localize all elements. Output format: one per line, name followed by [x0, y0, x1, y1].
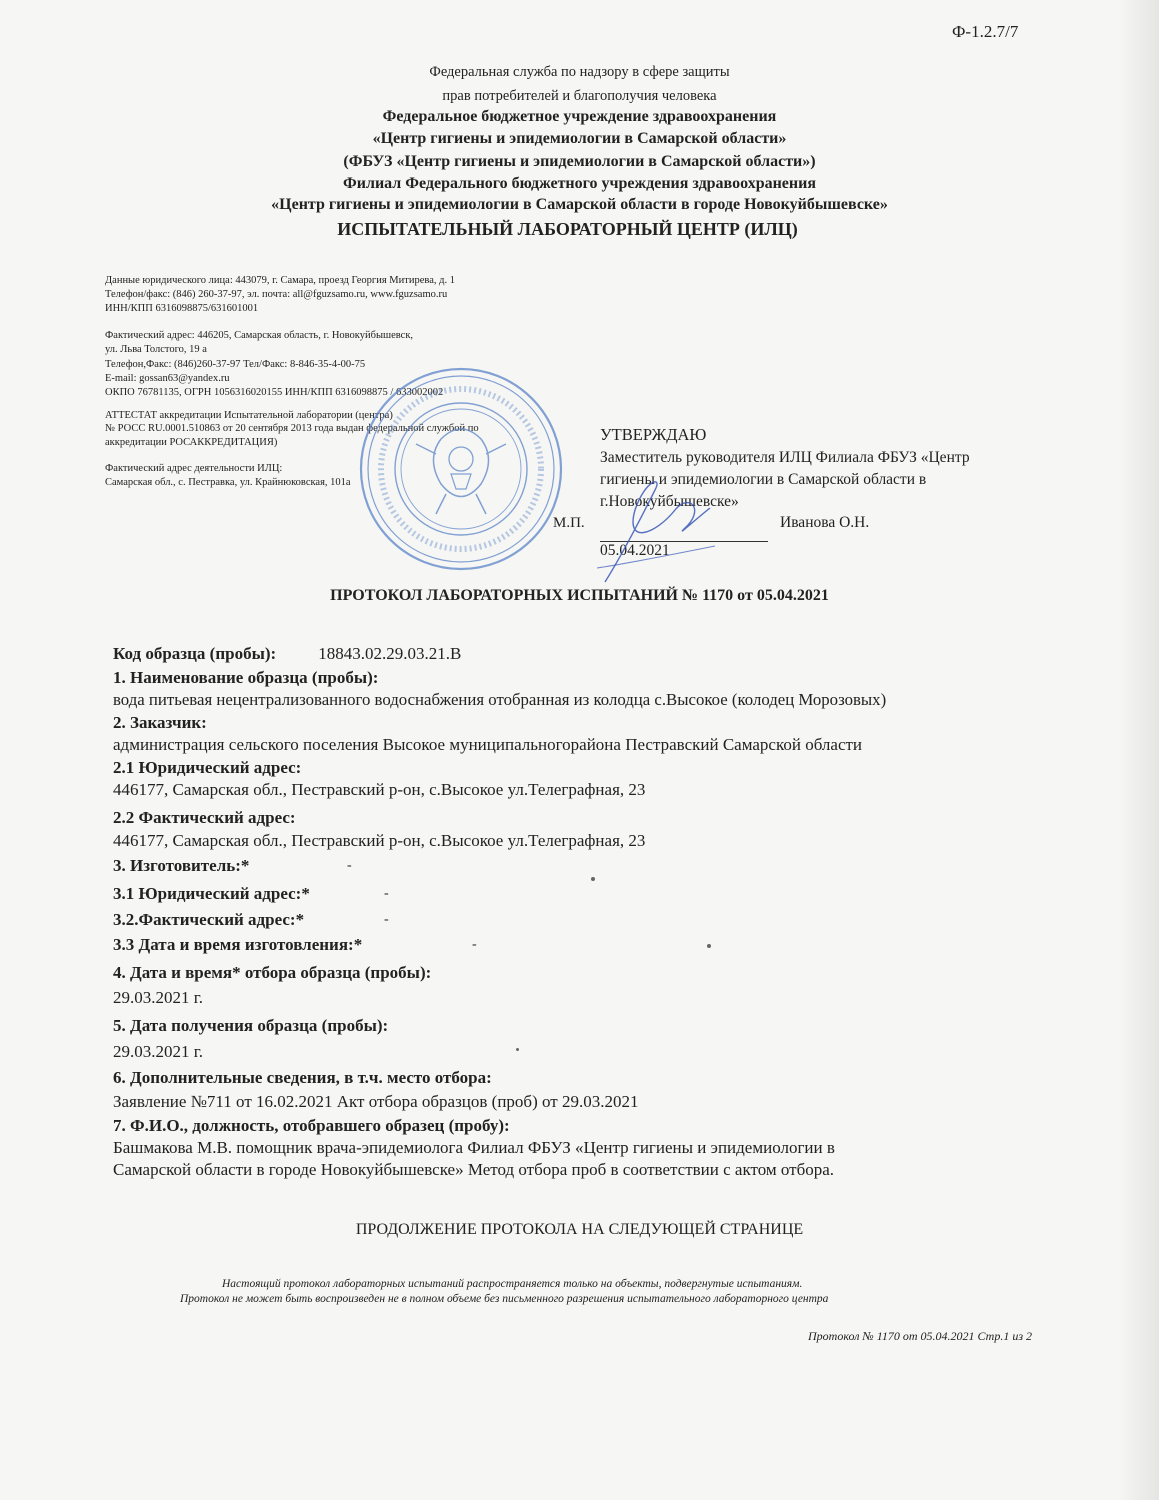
- field-sample-code: [113, 644, 461, 664]
- field-label: 2.2 Фактический адрес:: [113, 808, 296, 827]
- approval-line-2: гигиены и эпидемиологии в Самарской области в: [600, 471, 927, 488]
- legal-info-line: Данные юридического лица: 443079, г. Самара, проезд Георгия Митирева, д. 1: [105, 275, 455, 286]
- field-label: 4. Дата и время* отбора образца (пробы):: [113, 963, 432, 982]
- stamp-place-label: М.П.: [553, 515, 585, 531]
- legal-info-line: ул. Льва Толстого, 19 а: [105, 344, 207, 355]
- approval-date: 05.04.2021: [600, 542, 670, 559]
- footer-note-1: Настоящий протокол лабораторных испытаний распространяется только на объекты, подвергнутые испытаниям.: [222, 1278, 803, 1290]
- header-line-4: «Центр гигиены и эпидемиологии в Самарской области»: [372, 130, 787, 147]
- signer-name: Иванова О.Н.: [780, 514, 870, 531]
- field-value: 29.03.2021 г.: [113, 1042, 204, 1061]
- form-code: Ф-1.2.7/7: [952, 22, 1019, 41]
- field-value: Заявление №711 от 16.02.2021 Акт отбора образцов (проб) от 29.03.2021: [113, 1092, 639, 1111]
- legal-info-line: АТТЕСТАТ аккредитации Испытательной лаборатории (центра): [105, 410, 393, 421]
- field-label: 3.3 Дата и время изготовления:*: [113, 935, 363, 954]
- scan-speck: [516, 1048, 519, 1051]
- field-value: Башмакова М.В. помощник врача-эпидемиолога Филиал ФБУЗ «Центр гигиены и эпидемиологии в: [113, 1138, 835, 1157]
- approval-title: УТВЕРЖДАЮ: [600, 425, 707, 444]
- empty-value-mark: -: [384, 886, 389, 901]
- legal-info-line: Фактический адрес: 446205, Самарская область, г. Новокуйбышевск,: [105, 330, 414, 341]
- lab-center-title: ИСПЫТАТЕЛЬНЫЙ ЛАБОРАТОРНЫЙ ЦЕНТР (ИЛЦ): [337, 219, 798, 239]
- field-value: вода питьевая нецентрализованного водоснабжения отобранная из колодца с.Высокое (колодец Морозовых): [113, 690, 887, 709]
- header-line-2: прав потребителей и благополучия человека: [442, 88, 717, 104]
- field-label: 3. Изготовитель:*: [113, 856, 250, 875]
- legal-info-line: E-mail: gossan63@yandex.ru: [105, 373, 230, 384]
- legal-info-line: Телефон,Факс: (846)260-37-97 Тел/Факс: 8-846-35-4-00-75: [105, 359, 366, 370]
- continuation-notice: ПРОДОЛЖЕНИЕ ПРОТОКОЛА НА СЛЕДУЮЩЕЙ СТРАНИЦЕ: [355, 1221, 804, 1238]
- handwritten-signature: [585, 450, 725, 590]
- field-value: 18843.02.29.03.21.В: [318, 644, 462, 663]
- legal-info-line: ИНН/КПП 6316098875/631601001: [105, 303, 259, 314]
- empty-value-mark: -: [472, 937, 477, 952]
- field-value: Самарской области в городе Новокуйбышевске» Метод отбора проб в соответствии с актом отбора.: [113, 1160, 835, 1179]
- field-value: 446177, Самарская обл., Пестравский р-он, с.Высокое ул.Телеграфная, 23: [113, 780, 646, 799]
- legal-info-line: Фактический адрес деятельности ИЛЦ:: [105, 463, 283, 474]
- field-label: 7. Ф.И.О., должность, отобравшего образец (пробу):: [113, 1116, 510, 1135]
- header-line-1: Федеральная служба по надзору в сфере защиты: [429, 64, 730, 80]
- field-label: 1. Наименование образца (пробы):: [113, 668, 379, 687]
- header-line-7: «Центр гигиены и эпидемиологии в Самарской области в городе Новокуйбышевске»: [271, 196, 888, 213]
- protocol-title: ПРОТОКОЛ ЛАБОРАТОРНЫХ ИСПЫТАНИЙ № 1170 от 05.04.2021: [330, 587, 829, 604]
- field-value: 446177, Самарская обл., Пестравский р-он, с.Высокое ул.Телеграфная, 23: [113, 831, 646, 850]
- approval-line-3: г.Новокуйбышевске»: [600, 493, 739, 510]
- legal-info-line: ОКПО 76781135, ОГРН 1056316020155 ИНН/КПП 6316098875 / 633002002: [105, 387, 444, 398]
- scan-speck: [707, 944, 711, 948]
- legal-info-line: Самарская обл., с. Пестравка, ул. Крайнюковская, 101а: [105, 477, 351, 488]
- header-line-5: (ФБУЗ «Центр гигиены и эпидемиологии в Самарской области»): [343, 153, 816, 170]
- legal-info-line: № РОСС RU.0001.510863 от 20 сентября 2013 года выдан федеральной службой по: [105, 423, 479, 434]
- field-label: 6. Дополнительные сведения, в т.ч. место отбора:: [113, 1068, 492, 1087]
- page-number: Протокол № 1170 от 05.04.2021 Стр.1 из 2: [808, 1329, 1033, 1343]
- field-label: 3.1 Юридический адрес:*: [113, 884, 310, 903]
- footer-note-2: Протокол не может быть воспроизведен не в полном объеме без письменного разрешения испытательного лабораторного центра: [180, 1293, 829, 1305]
- field-label: 2. Заказчик:: [113, 713, 207, 732]
- approval-line-1: Заместитель руководителя ИЛЦ Филиала ФБУЗ «Центр: [600, 449, 970, 466]
- empty-value-mark: -: [384, 912, 389, 927]
- field-label: Код образца (пробы):: [113, 644, 277, 663]
- field-label: 3.2.Фактический адрес:*: [113, 910, 305, 929]
- header-line-6: Филиал Федерального бюджетного учреждения здравоохранения: [343, 175, 816, 192]
- scan-speck: [591, 877, 595, 881]
- field-label: 2.1 Юридический адрес:: [113, 758, 302, 777]
- legal-info-line: Телефон/факс: (846) 260-37-97, эл. почта: all@fguzsamo.ru, www.fguzsamo.ru: [105, 289, 448, 300]
- field-value: 29.03.2021 г.: [113, 988, 204, 1007]
- field-label: 5. Дата получения образца (пробы):: [113, 1016, 389, 1035]
- header-line-3: Федеральное бюджетное учреждение здравоохранения: [382, 108, 777, 125]
- round-stamp: [356, 364, 566, 574]
- field-value: администрация сельского поселения Высокое муниципальногорайона Пестравский Самарской области: [113, 735, 863, 754]
- empty-value-mark: -: [347, 858, 352, 873]
- legal-info-line: аккредитации РОСАККРЕДИТАЦИЯ): [105, 437, 278, 448]
